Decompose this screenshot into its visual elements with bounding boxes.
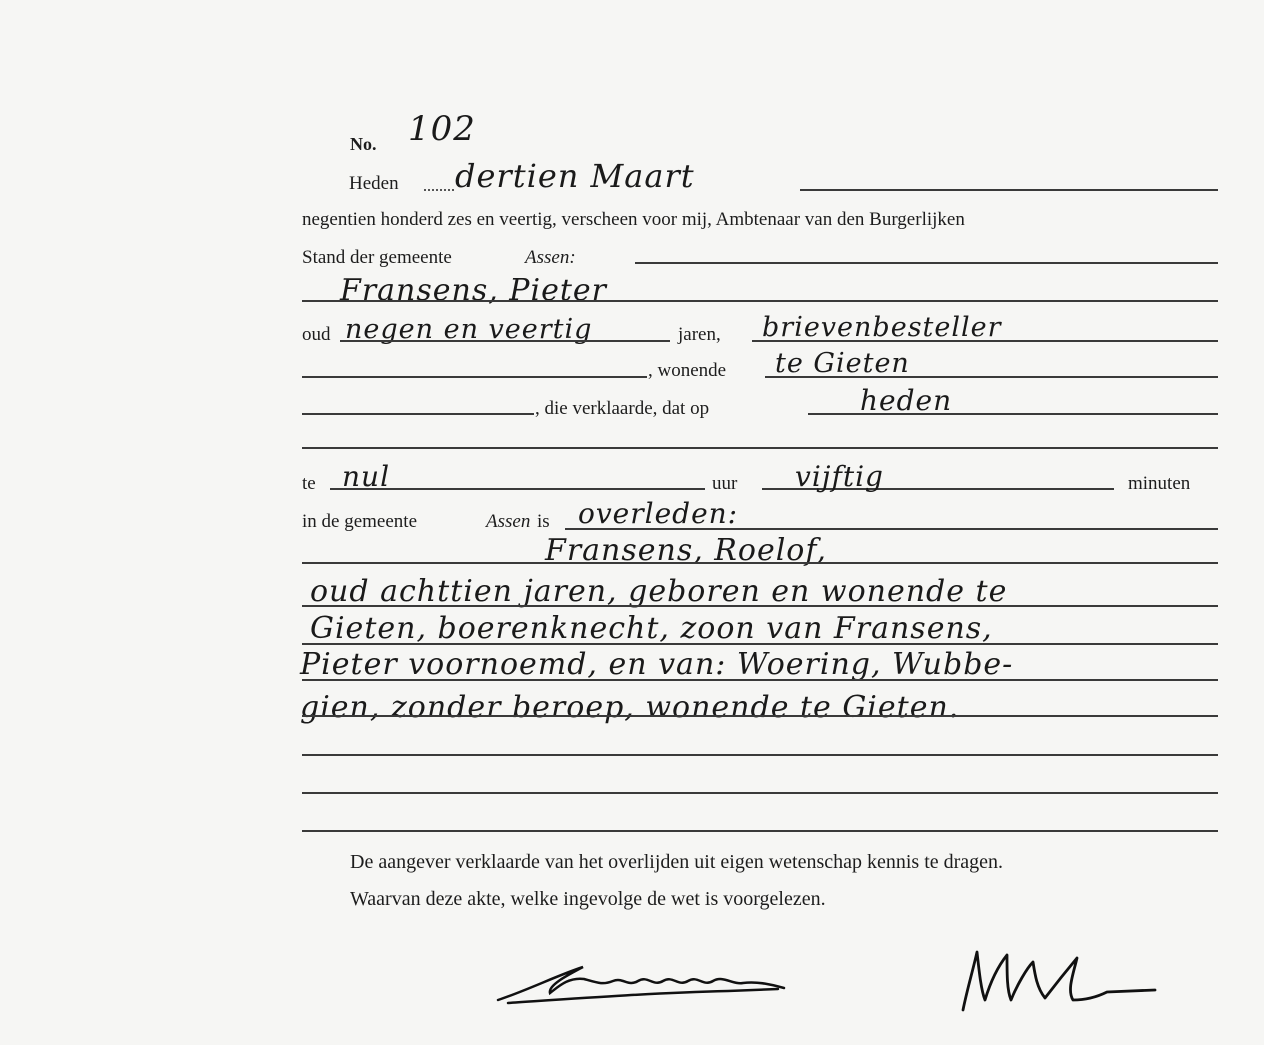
description-line-1: oud achttien jaren, geboren en wonende te <box>310 574 1008 609</box>
closing-line-1: De aangever verklaarde van het overlijden uit eigen wetenschap kennis te dragen. <box>350 851 1004 873</box>
record-number-label: No. <box>350 134 377 154</box>
description-line-2: Gieten, boerenknecht, zoon van Fransens, <box>310 611 993 646</box>
description-line-3: Pieter voornoemd, en van: Woering, Wubbe- <box>300 647 1014 682</box>
declarant-name: Fransens, Pieter <box>340 273 607 308</box>
hour-value: nul <box>342 460 391 493</box>
oud-label: oud <box>302 324 331 345</box>
printed-line-2: negentien honderd zes en veertig, verscheen voor mij, Ambtenaar van den Burgerlijken <box>302 209 965 230</box>
declarant-occupation: brievenbesteller <box>762 312 1002 343</box>
record-number-value: 102 <box>408 109 476 149</box>
minutes-value: vijftig <box>795 460 884 493</box>
verklaarde-label: , die verklaarde, dat op <box>535 398 710 419</box>
wonende-label: , wonende <box>648 360 727 381</box>
overleden-value: overleden: <box>578 497 739 530</box>
deceased-name: Fransens, Roelof, <box>545 533 827 568</box>
gemeente-name-2: Assen <box>486 511 531 532</box>
heden-label: Heden <box>349 173 399 194</box>
uur-label: uur <box>712 473 738 494</box>
in-gemeente-label: in de gemeente <box>302 511 418 532</box>
stand-label: Stand der gemeente <box>302 247 452 268</box>
minuten-label: minuten <box>1128 473 1191 494</box>
is-label: is <box>537 511 550 532</box>
jaren-label: jaren, <box>678 324 721 345</box>
closing-line-2: Waarvan deze akte, welke ingevolge de wet is voorgelezen. <box>350 888 826 910</box>
official-signature <box>955 940 1165 1020</box>
declarant-residence: te Gieten <box>775 348 910 379</box>
gemeente-name: Assen: <box>525 247 576 268</box>
description-line-4: gien, zonder beroep, wonende te Gieten. <box>300 690 960 725</box>
declarant-age: negen en veertig <box>345 314 593 345</box>
declarant-signature <box>488 955 788 1025</box>
heden-value: dertien Maart <box>455 157 695 195</box>
te-label: te <box>302 473 316 494</box>
date-value: heden <box>860 384 953 417</box>
